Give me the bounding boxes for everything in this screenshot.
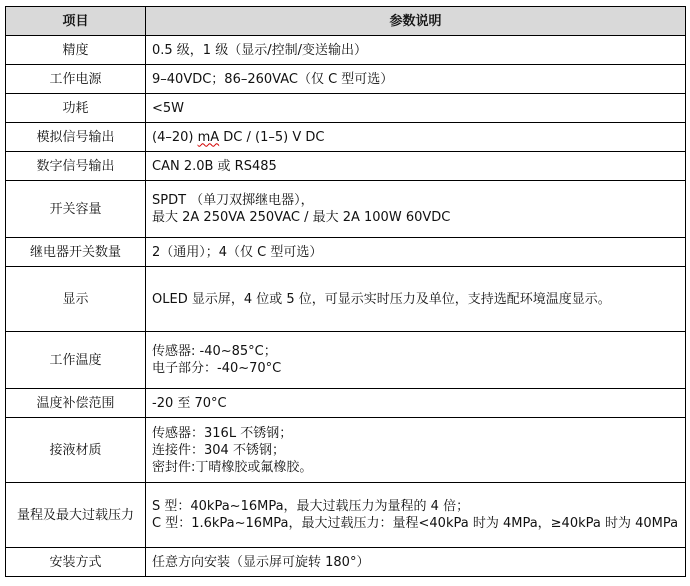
value-line: 任意方向安装（显示屏可旋转 180°） [152, 554, 370, 570]
table-row [6, 152, 686, 181]
row-label: 安装方式 [6, 548, 146, 577]
value-line: -20 至 70°C [152, 395, 227, 411]
row-value [146, 181, 686, 238]
row-value [146, 332, 686, 389]
table-row [6, 238, 686, 267]
table-row [6, 548, 686, 577]
spec-table [5, 6, 686, 577]
table-row [6, 94, 686, 123]
row-value [146, 483, 686, 548]
value-line: <5W [152, 100, 185, 116]
row-value [146, 36, 686, 65]
row-value [146, 65, 686, 94]
value-line: S 型：40kPa~16MPa，最大过载压力为量程的 4 倍； [152, 499, 470, 514]
value-line: 传感器：316L 不锈钢； [152, 425, 293, 441]
table-row [6, 123, 686, 152]
row-value [146, 548, 686, 577]
table-row [6, 267, 686, 332]
row-label: 功耗 [6, 94, 146, 123]
row-value [146, 238, 686, 267]
row-label: 接液材质 [6, 418, 146, 483]
value-line: 密封件:丁晴橡胶或氟橡胶。 [152, 459, 313, 475]
row-label: 工作温度 [6, 332, 146, 389]
row-label: 精度 [6, 36, 146, 65]
value-line: 2（通用）；4（仅 C 型可选） [152, 244, 323, 260]
table-row [6, 483, 686, 548]
row-label: 量程及最大过载压力 [6, 483, 146, 548]
row-label: 继电器开关数量 [6, 238, 146, 267]
table-row [6, 181, 686, 238]
row-value [146, 418, 686, 483]
value-line: 最大 2A 250VA 250VAC / 最大 2A 100W 60VDC [152, 210, 451, 225]
table-row [6, 389, 686, 418]
table-header-row [6, 7, 686, 36]
row-label: 温度补偿范围 [6, 389, 146, 418]
row-label: 开关容量 [6, 181, 146, 238]
value-line: SPDT （单刀双掷继电器）， [152, 193, 314, 208]
value-line: 0.5 级，1 级（显示/控制/变送输出） [152, 42, 367, 58]
value-line: CAN 2.0B 或 RS485 [152, 158, 277, 174]
header-item: 项目 [6, 7, 146, 36]
row-label: 模拟信号输出 [6, 123, 146, 152]
row-label: 显示 [6, 267, 146, 332]
row-value [146, 152, 686, 181]
row-value [146, 267, 686, 332]
row-label: 数字信号输出 [6, 152, 146, 181]
header-description: 参数说明 [146, 7, 686, 36]
spellcheck-squiggle: mA [197, 129, 220, 145]
row-value [146, 389, 686, 418]
value-line: OLED 显示屏，4 位或 5 位，可显示实时压力及单位，支持选配环境温度显示。 [152, 291, 611, 307]
row-value [146, 94, 686, 123]
table-row [6, 36, 686, 65]
table-row [6, 332, 686, 389]
value-line: 电子部分：-40~70°C [152, 361, 282, 376]
value-line: 传感器: -40~85°C； [152, 344, 277, 359]
value-line: 连接件：304 不锈钢； [152, 442, 285, 458]
row-label: 工作电源 [6, 65, 146, 94]
value-line: 9–40VDC；86–260VAC（仅 C 型可选） [152, 71, 394, 87]
value-line: C 型：1.6kPa~16MPa，最大过载压力：量程<40kPa 时为 4MPa，≥40kPa 时为 40MPa [152, 516, 679, 531]
table-row [6, 418, 686, 483]
value-line: (4–20) mA DC / (1–5) V DC [152, 129, 325, 145]
table-row [6, 65, 686, 94]
row-value [146, 123, 686, 152]
